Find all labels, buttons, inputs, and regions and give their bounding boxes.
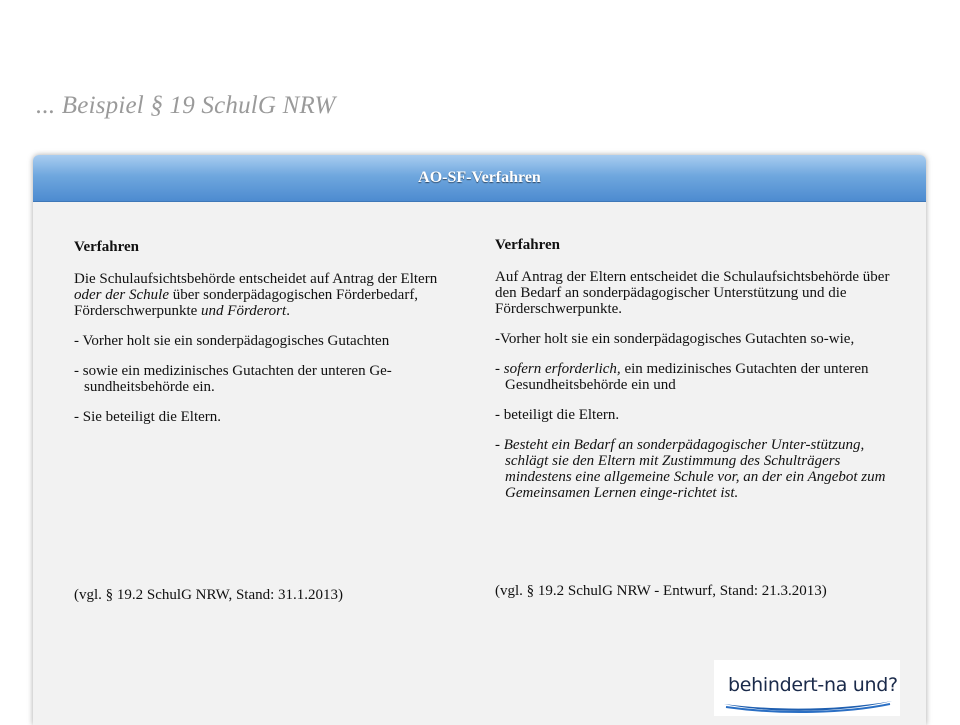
right-paragraph: Auf Antrag der Eltern entscheidet die Schulaufsichtsbehörde über den Bedarf an sonderpädagogischer Unterstützung und die Förderschwerpunkte.: [495, 269, 890, 317]
right-item-4: - Besteht ein Bedarf an sonderpädagogischer Unter-stützung, schlägt sie den Eltern mit Zustimmung des Schulträgers mindestens eine allgemeine Schule vor, an der ein Angebot zum Gemeinsamen Lernen einge-richtet ist.: [495, 437, 886, 501]
left-item-1: - Vorher holt sie ein sonderpädagogisches Gutachten: [74, 333, 390, 349]
panel-header-label: AO-SF-Verfahren: [418, 169, 541, 186]
right-item-3: - beteiligt die Eltern.: [495, 407, 620, 423]
left-citation: (vgl. § 19.2 SchulG NRW, Stand: 31.1.2013): [74, 587, 344, 603]
panel-header: [33, 155, 926, 202]
logo-text: behindert-na und?: [728, 674, 898, 696]
left-paragraph: Die Schulaufsichtsbehörde entscheidet auf Antrag der Eltern oder der Schule über sonderpädagogischen Förderbedarf, Förderschwerpunkte und Förderort.: [74, 271, 438, 319]
logo-swoosh-icon: [722, 698, 894, 714]
left-column: [74, 239, 459, 425]
right-citation: (vgl. § 19.2 SchulG NRW - Entwurf, Stand: 21.3.2013): [495, 583, 827, 599]
left-heading: Verfahren: [74, 239, 139, 255]
right-item-1: -Vorher holt sie ein sonderpädagogisches Gutachten so-wie,: [495, 331, 855, 347]
brand-logo: [714, 660, 900, 716]
right-column: [495, 237, 893, 501]
content-panel: [33, 155, 926, 725]
slide-title: ... Beispiel § 19 SchulG NRW: [36, 92, 336, 119]
right-item-2: - sofern erforderlich, ein medizinisches Gutachten der unteren Gesundheitsbehörde ein und: [495, 361, 869, 393]
right-heading: Verfahren: [495, 237, 560, 253]
left-item-2: - sowie ein medizinisches Gutachten der unteren Ge-sundheitsbehörde ein.: [74, 363, 392, 395]
left-item-3: - Sie beteiligt die Eltern.: [74, 409, 222, 425]
